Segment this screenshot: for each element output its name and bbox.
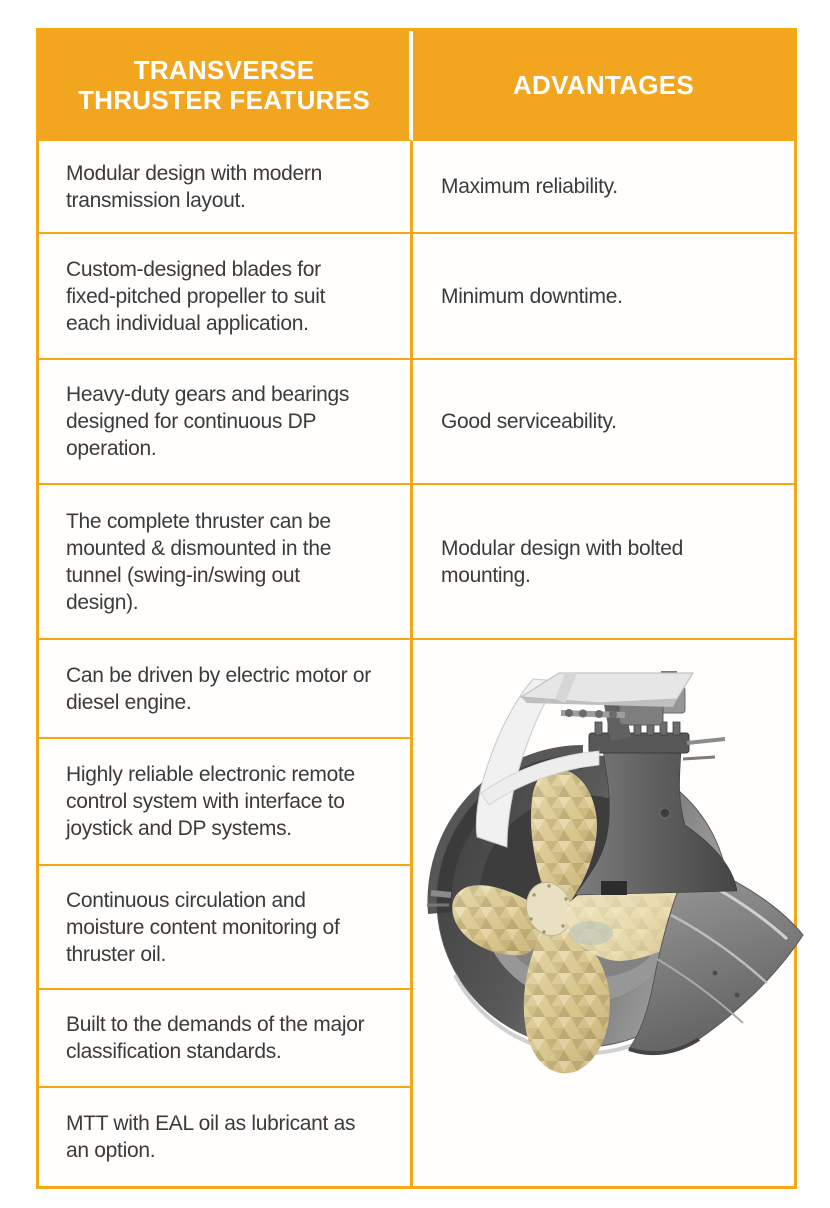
feature-cell (39, 234, 413, 360)
advantage-cell (413, 141, 794, 234)
feature-text: Heavy-duty gears and bearings designed for continuous DP operation. (66, 383, 350, 460)
header-cell-features (39, 31, 413, 141)
feature-text: Built to the demands of the major classification standards. (66, 1013, 365, 1063)
feature-cell (39, 360, 413, 485)
feature-text: Custom-designed blades for fixed-pitched propeller to suit each individual application. (66, 257, 326, 335)
feature-text: The complete thruster can be mounted & dismounted in the tunnel (swing-in/swing out design). (66, 509, 332, 614)
advantage-text: Modular design with bolted mounting. (441, 536, 684, 587)
header-advantages-label: ADVANTAGES (512, 69, 695, 100)
features-advantages-table (36, 28, 797, 1189)
feature-cell (39, 141, 413, 234)
feature-cell (39, 640, 413, 739)
product-image-cell (413, 640, 794, 1186)
feature-cell (39, 866, 413, 990)
feature-cell (39, 739, 413, 866)
header-features-label: TRANSVERSE THRUSTER FEATURES (77, 54, 371, 115)
advantage-cell (413, 485, 794, 640)
feature-cell (39, 990, 413, 1088)
feature-text: MTT with EAL oil as lubricant as an option. (66, 1112, 356, 1162)
advantage-cell (413, 360, 794, 485)
header-cell-advantages (413, 31, 794, 141)
feature-cell (39, 485, 413, 640)
feature-text: Highly reliable electronic remote control system with interface to joystick and DP systems. (66, 763, 355, 840)
advantage-cell (413, 234, 794, 360)
advantage-text: Good serviceability. (441, 410, 617, 433)
feature-text: Modular design with modern transmission layout. (66, 161, 323, 212)
feature-text: Continuous circulation and moisture content monitoring of thruster oil. (66, 888, 340, 966)
feature-text: Can be driven by electric motor or diesel engine. (66, 663, 371, 714)
feature-cell (39, 1088, 413, 1186)
thruster-image (415, 643, 815, 1083)
advantage-text: Maximum reliability. (441, 175, 618, 198)
advantage-text: Minimum downtime. (441, 284, 623, 308)
